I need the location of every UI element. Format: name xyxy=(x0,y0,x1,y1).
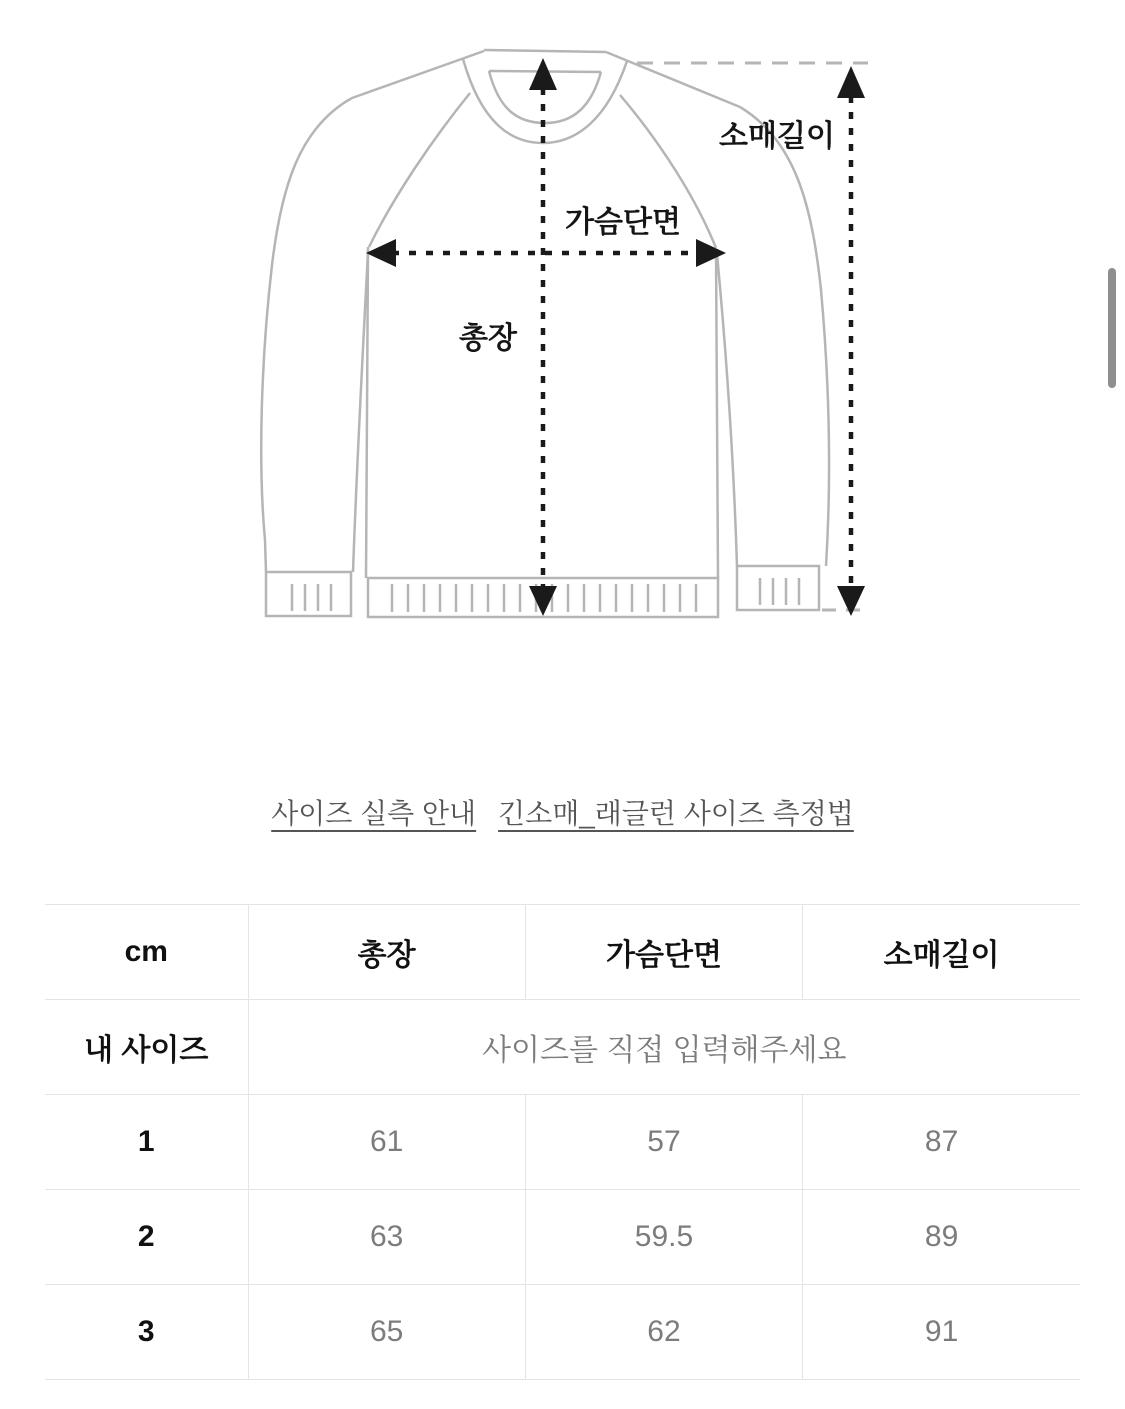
sleeve-length-value: 87 xyxy=(803,1095,1080,1190)
arrow-up-icon xyxy=(529,58,557,90)
sleeve-length-measure-line xyxy=(837,66,865,616)
size-row-1 xyxy=(45,1095,1080,1190)
sleeve-length-label: 소매길이 xyxy=(719,120,835,153)
total-length-value: 65 xyxy=(248,1285,525,1380)
arrow-up-icon xyxy=(837,66,865,98)
size-diagram xyxy=(0,0,1125,660)
size-guide-links xyxy=(0,792,1125,836)
size-row-3 xyxy=(45,1285,1080,1380)
col-header-sleeve-length: 소매길이 xyxy=(803,905,1080,1000)
chest-width-label: 가슴단면 xyxy=(565,206,681,239)
total-length-value: 61 xyxy=(248,1095,525,1190)
chest-width-value: 57 xyxy=(525,1095,802,1190)
my-size-input-cell[interactable]: 사이즈를 직접 입력해주세요 xyxy=(248,1000,1080,1095)
sleeve-length-value: 89 xyxy=(803,1190,1080,1285)
chest-width-measure-line xyxy=(366,239,726,267)
size-row-label: 2 xyxy=(45,1190,248,1285)
size-row-label: 3 xyxy=(45,1285,248,1380)
size-table-header-row xyxy=(45,905,1080,1000)
col-header-chest-width: 가슴단면 xyxy=(525,905,802,1000)
col-header-cm: cm xyxy=(45,905,248,1000)
col-header-total-length: 총장 xyxy=(248,905,525,1000)
my-size-row xyxy=(45,1000,1080,1095)
my-size-row-label: 내 사이즈 xyxy=(45,1000,248,1095)
size-row-label: 1 xyxy=(45,1095,248,1190)
sweater-diagram-svg xyxy=(0,0,1125,660)
scrollbar-thumb[interactable] xyxy=(1108,268,1116,388)
total-length-label: 총장 xyxy=(459,322,517,355)
arrow-right-icon xyxy=(696,239,726,267)
sleeve-length-value: 91 xyxy=(803,1285,1080,1380)
total-length-value: 63 xyxy=(248,1190,525,1285)
chest-width-value: 59.5 xyxy=(525,1190,802,1285)
chest-width-value: 62 xyxy=(525,1285,802,1380)
size-guide-link[interactable]: 사이즈 실측 안내 xyxy=(271,798,477,829)
measure-method-link[interactable]: 긴소매_래글런 사이즈 측정법 xyxy=(498,798,854,829)
size-table xyxy=(45,904,1080,1380)
size-row-2 xyxy=(45,1190,1080,1285)
arrow-down-icon xyxy=(837,586,865,616)
